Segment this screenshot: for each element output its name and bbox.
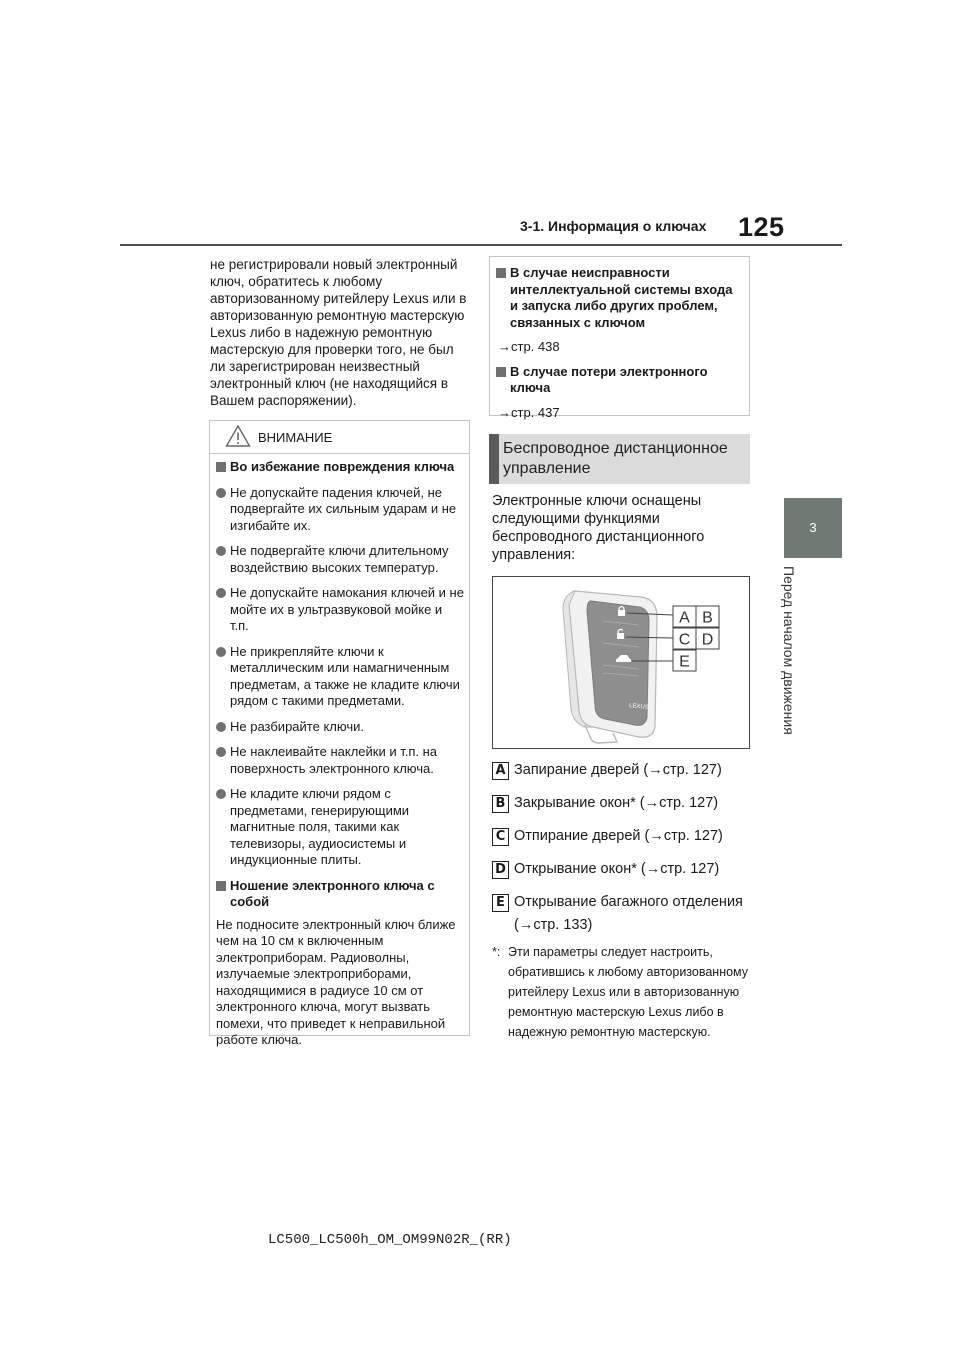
caution-bullet: Не подвергайте ключи длительному воздействию высоких температур. [216, 543, 464, 576]
legend-text: Открывание багажного отделения [514, 894, 743, 910]
key-fob-illustration [493, 577, 749, 748]
caution-bullet: Не допускайте намокания ключей и не мойте их в ультразвуковой мойке и т.п. [216, 585, 464, 635]
legend-text: Открывание окон* (→стр. 127) [514, 861, 720, 877]
legend-letter: A [492, 762, 509, 780]
footnote [492, 942, 750, 1042]
section-intro: Электронные ключи оснащены следующими функциями беспроводного дистанционного управления: [492, 493, 705, 563]
legend-text: Закрывание окон* (→стр. 127) [514, 795, 719, 811]
header-rule [120, 244, 842, 246]
caution-bullet: Не кладите ключи рядом с предметами, генерирующими магнитные поля, такими как телевизоры, аудиосистемы и индукционные плиты. [216, 786, 464, 869]
chapter-tab: 3 [784, 498, 842, 558]
caution-label: ВНИМАНИЕ [258, 430, 333, 445]
caution-header [210, 421, 469, 454]
chapter-title-vertical [781, 566, 811, 746]
info-heading: В случае неисправности интеллектуальной системы входа и запуска либо других проблем, связанных с ключом [496, 265, 743, 331]
page-number: 125 [738, 212, 785, 242]
callout-d: D [701, 631, 714, 649]
legend-letter: E [492, 894, 509, 912]
legend-text: Запирание дверей (→стр. 127) [514, 762, 722, 778]
callout-b: B [702, 609, 713, 627]
caution-bullet: Не допускайте падения ключей, не подвергайте их сильным ударам и не изгибайте их. [216, 485, 464, 535]
info-heading: В случае потери электронного ключа [496, 364, 743, 397]
caution-bullet: Не разбирайте ключи. [216, 719, 464, 736]
left-intro-text: не регистрировали новый электронный ключ, обратитесь к любому авторизованному ритейлеру Lexus или в авторизованную ремонтную мастерскую Lexus либо в надежную ремонтную мастерскую для проверки того, не был ли зарегистрирован неизвестный электронный ключ (не находящийся в Вашем распоряжении). [210, 257, 467, 408]
legend-text: Отпирание дверей (→стр. 127) [514, 828, 723, 844]
fob-logo-text: LEXUS [628, 703, 649, 712]
section-title: 3-1. Информация о ключах [520, 218, 707, 234]
footnote-mark: *: [492, 945, 501, 959]
section-heading-bar [489, 434, 499, 484]
callout-e: E [679, 653, 690, 671]
caution-bullet: Не прикрепляйте ключи к металлическим или намагниченным предметам, а также не кладите ключи рядом с такими предметами. [216, 644, 464, 710]
caution-heading: Ношение электронного ключа с собой [216, 878, 464, 911]
page-reference: →стр. 437 [498, 404, 560, 420]
callout-c: C [678, 631, 691, 649]
callout-a: A [679, 609, 690, 627]
chapter-title: Перед началом движения [781, 566, 797, 735]
caution-list [216, 453, 464, 1049]
info-box [489, 256, 750, 420]
page-reference: →стр. 438 [498, 339, 560, 354]
caution-box [209, 420, 470, 1047]
section-heading-block [489, 434, 750, 484]
legend-text: (→стр. 133) [514, 917, 593, 933]
legend-letter: D [492, 861, 509, 879]
key-fob-figure [492, 576, 750, 749]
caution-bullet: Не наклеивайте наклейки и т.п. на поверхность электронного ключа. [216, 744, 464, 777]
legend-letter: B [492, 795, 509, 813]
caution-heading: Во избежание повреждения ключа [216, 459, 464, 476]
section-heading: Беспроводное дистанционное управление [503, 440, 728, 477]
warning-triangle-icon [225, 424, 251, 448]
footnote-text: Эти параметры следует настроить, обратившись к любому авторизованному ритейлеру Lexus или в авторизованную ремонтную мастерскую Lexus либо в надежную ремонтную мастерскую. [508, 945, 749, 1039]
caution-paragraph: Не подносите электронный ключ ближе чем на 10 см к включенным электроприборам. Радиоволны, излучаемые электроприборами, находящимися в радиусе 10 см от электронного ключа, могут вызвать помехи, что приведет к неправильной работе ключа. [216, 916, 456, 1047]
document-code: LC500_LC500h_OM_OM99N02R_(RR) [268, 1232, 512, 1248]
legend-letter: C [492, 828, 509, 846]
